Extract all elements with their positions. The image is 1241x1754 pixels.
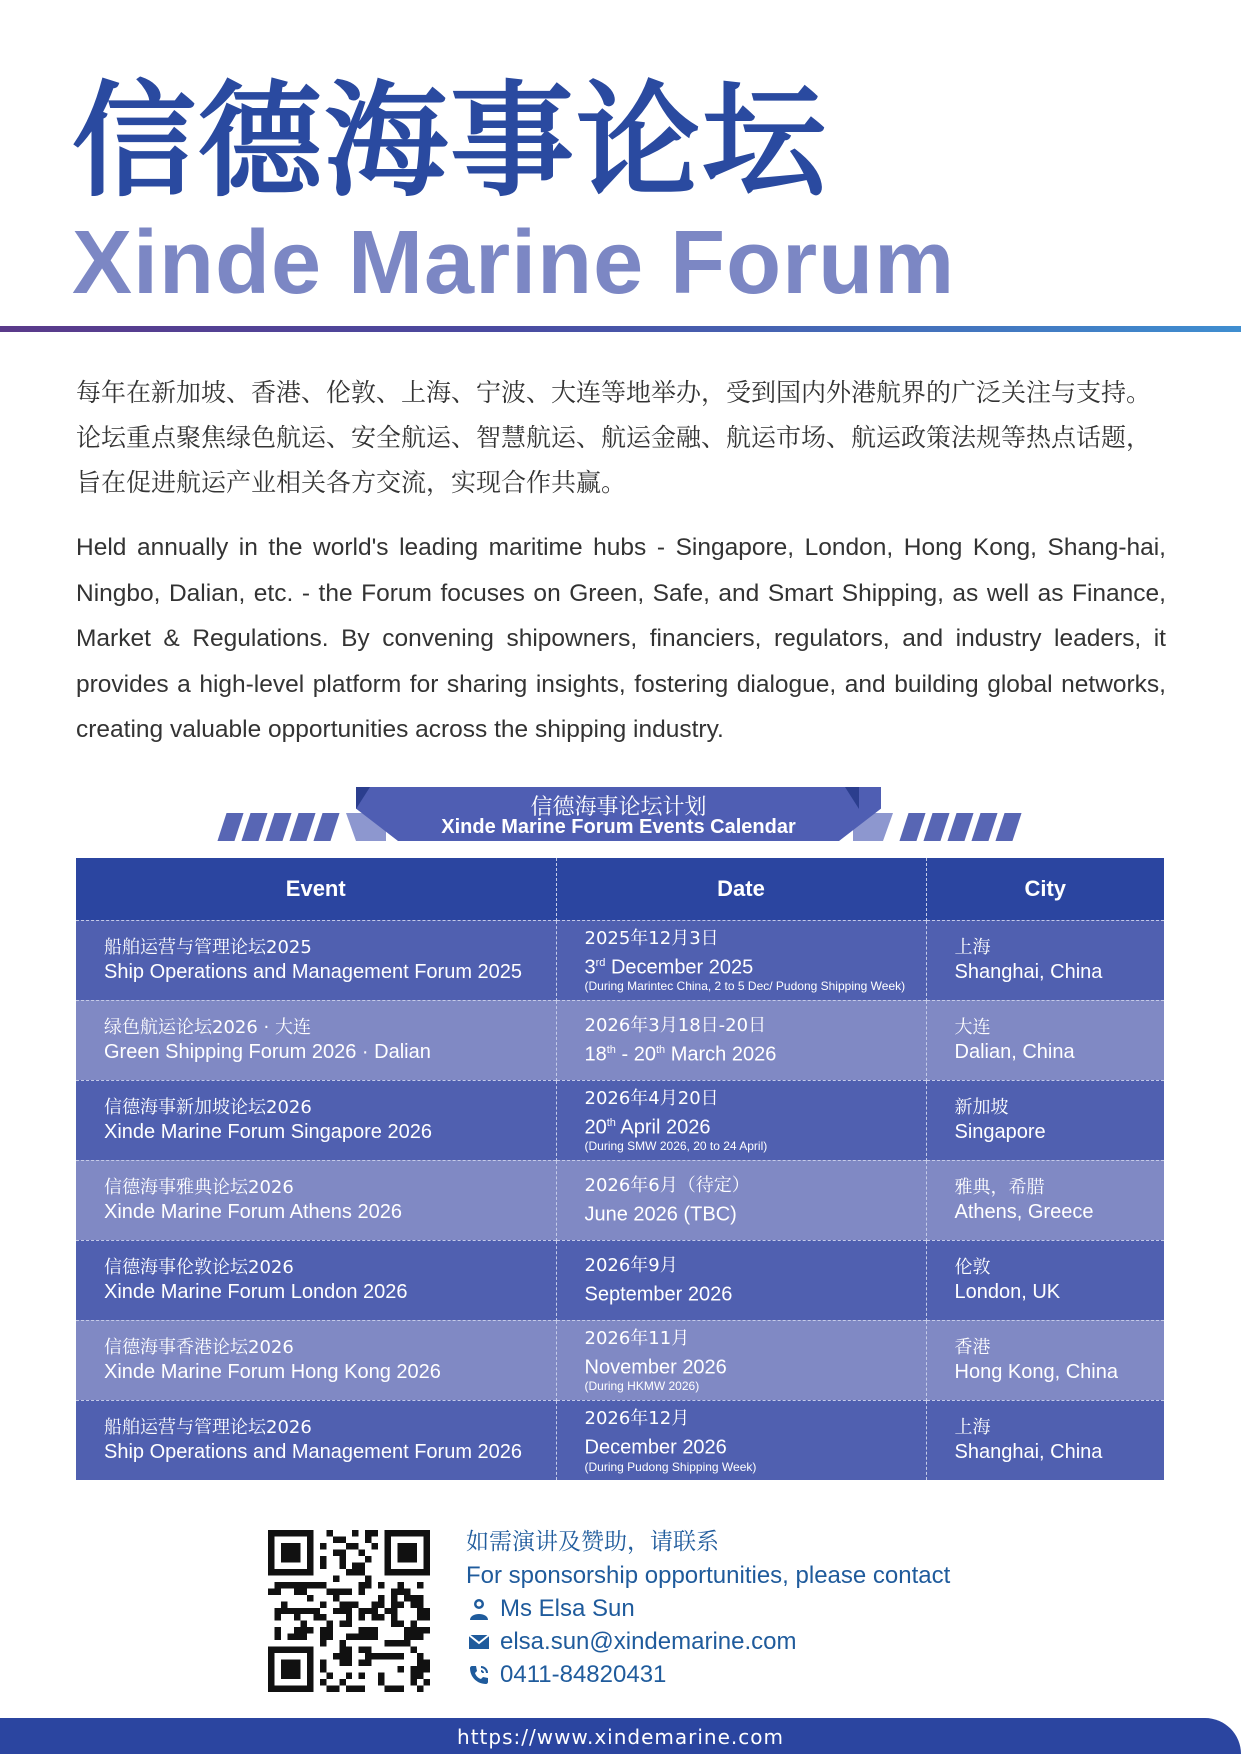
event-cell [76,920,556,1000]
person-icon [466,1596,492,1622]
event-name-chinese: 信德海事香港论坛2026 [104,1337,294,1358]
title-english: Xinde Marine Forum [72,213,956,313]
footer-url[interactable]: https://www.xindemarine.com [457,1725,784,1749]
event-cell [76,1320,556,1400]
date-chinese: 2026年12月 [584,1407,690,1429]
email-icon [466,1629,492,1655]
date-cell [556,1160,926,1240]
banner-stripes-right [904,813,1017,841]
city-english: Hong Kong, China [954,1361,1118,1383]
city-cell [926,1320,1164,1400]
table-header-row [76,858,1164,920]
city-english: Dalian, China [954,1041,1075,1063]
date-english: September 2026 [584,1283,733,1306]
city-cell [926,1240,1164,1320]
contact-heading-english: For sponsorship opportunities, please contact [466,1562,951,1589]
calendar-title-chinese: 信德海事论坛计划 [530,795,707,820]
date-english: November 2026 [584,1356,727,1379]
date-cell [556,1400,926,1480]
city-english: Shanghai, China [954,1441,1103,1464]
event-name-english: Ship Operations and Management Forum 2025 [104,961,523,983]
event-cell [76,1160,556,1240]
event-name-english: Xinde Marine Forum Hong Kong 2026 [104,1361,441,1383]
city-chinese: 雅典，希腊 [954,1177,1045,1198]
intro-chinese: 每年在新加坡、香港、伦敦、上海、宁波、大连等地举办，受到国内外港航界的广泛关注与支持。论坛重点聚焦绿色航运、安全航运、智慧航运、航运金融、航运市场、航运政策法规等热点话题，旨在促进航运产业相关各方交流，实现合作共赢。 [76,378,1152,497]
phone-icon [466,1662,492,1688]
event-cell [76,1240,556,1320]
city-chinese: 新加坡 [954,1097,1009,1118]
date-chinese: 2026年9月 [584,1254,678,1276]
event-name-english: Green Shipping Forum 2026 · Dalian [104,1041,431,1063]
date-note: (During SMW 2026, 20 to 24 April) [584,1139,768,1154]
banner-stripes-left [222,813,335,841]
city-cell [926,1000,1164,1080]
events-table [76,858,1164,1480]
gradient-divider [0,326,1241,332]
event-name-chinese: 信德海事雅典论坛2026 [104,1177,294,1198]
city-chinese: 香港 [954,1337,991,1358]
date-chinese: 2025年12月3日 [584,927,719,949]
contact-email[interactable]: elsa.sun@xindemarine.com [500,1628,797,1655]
city-chinese: 上海 [954,1417,991,1439]
date-english: 3rd December 2025 [584,956,754,979]
date-english: 20th April 2026 [584,1116,711,1139]
title-chinese: 信德海事论坛 [72,70,829,214]
date-cell [556,920,926,1000]
contact-name-line [466,1592,950,1625]
contact-phone-line [466,1658,950,1691]
contact-phone[interactable]: 0411-84820431 [500,1661,667,1688]
column-header-event: Event [76,858,556,920]
city-english: London, UK [954,1281,1061,1303]
event-name-chinese: 船舶运营与管理论坛2025 [104,937,312,958]
event-cell [76,1000,556,1080]
city-english: Shanghai, China [954,961,1103,983]
event-cell [76,1080,556,1160]
contact-block [466,1526,950,1691]
event-name-chinese: 船舶运营与管理论坛2026 [104,1417,312,1439]
event-name-chinese: 绿色航运论坛2026 · 大连 [104,1017,311,1038]
calendar-title-english: Xinde Marine Forum Events Calendar [441,816,796,838]
date-chinese: 2026年4月20日 [584,1087,719,1109]
date-cell [556,1000,926,1080]
date-note: (During Pudong Shipping Week) [584,1459,757,1474]
date-cell [556,1080,926,1160]
calendar-banner [222,787,1017,841]
event-name-english: Xinde Marine Forum Singapore 2026 [104,1121,432,1143]
event-cell [76,1400,556,1480]
date-english: June 2026 (TBC) [584,1203,737,1226]
intro-english: Held annually in the world's leading maritime hubs - Singapore, London, Hong Kong, Shang-hai, Ningbo, Dalian, etc. - the Forum focuses on Green, Safe, and Smart Shipping, as well as Finance, Market & Regulations. By convening shipowners, financiers, regulators, and industry leaders, it provides a high-level platform for sharing insights, fostering dialogue, and building global networks, creating valuable opportunities across the shipping industry. [76,534,1166,743]
date-note: (During Marintec China, 2 to 5 Dec/ Pudong Shipping Week) [584,979,906,994]
date-cell [556,1320,926,1400]
table-row [76,1320,1164,1400]
city-cell [926,920,1164,1000]
date-chinese: 2026年11月 [584,1327,690,1349]
city-english: Singapore [954,1121,1046,1143]
city-chinese: 伦敦 [954,1257,991,1278]
event-name-chinese: 信德海事新加坡论坛2026 [104,1097,312,1118]
date-note: (During HKMW 2026) [584,1379,700,1394]
event-name-english: Xinde Marine Forum Athens 2026 [104,1201,402,1223]
city-chinese: 上海 [954,937,991,958]
city-cell [926,1400,1164,1480]
city-cell [926,1080,1164,1160]
qr-code [268,1530,430,1692]
city-cell [926,1160,1164,1240]
contact-email-line [466,1625,950,1658]
contact-heading-chinese: 如需演讲及赞助，请联系 [466,1529,719,1555]
column-header-city: City [926,858,1164,920]
table-row [76,920,1164,1000]
date-cell [556,1240,926,1320]
event-name-chinese: 信德海事伦敦论坛2026 [104,1257,294,1278]
date-english: 18th - 20th March 2026 [584,1043,777,1066]
table-row [76,1000,1164,1080]
city-english: Athens, Greece [954,1201,1094,1223]
table-row [76,1400,1164,1480]
column-header-date: Date [556,858,926,920]
date-english: December 2026 [584,1436,727,1459]
event-name-english: Ship Operations and Management Forum 2026 [104,1441,523,1464]
contact-name: Ms Elsa Sun [500,1595,635,1622]
date-chinese: 2026年6月（待定） [584,1174,750,1196]
table-row [76,1080,1164,1160]
date-chinese: 2026年3月18日-20日 [584,1014,767,1036]
table-row [76,1240,1164,1320]
event-name-english: Xinde Marine Forum London 2026 [104,1281,408,1303]
table-row [76,1160,1164,1240]
city-chinese: 大连 [954,1017,991,1038]
